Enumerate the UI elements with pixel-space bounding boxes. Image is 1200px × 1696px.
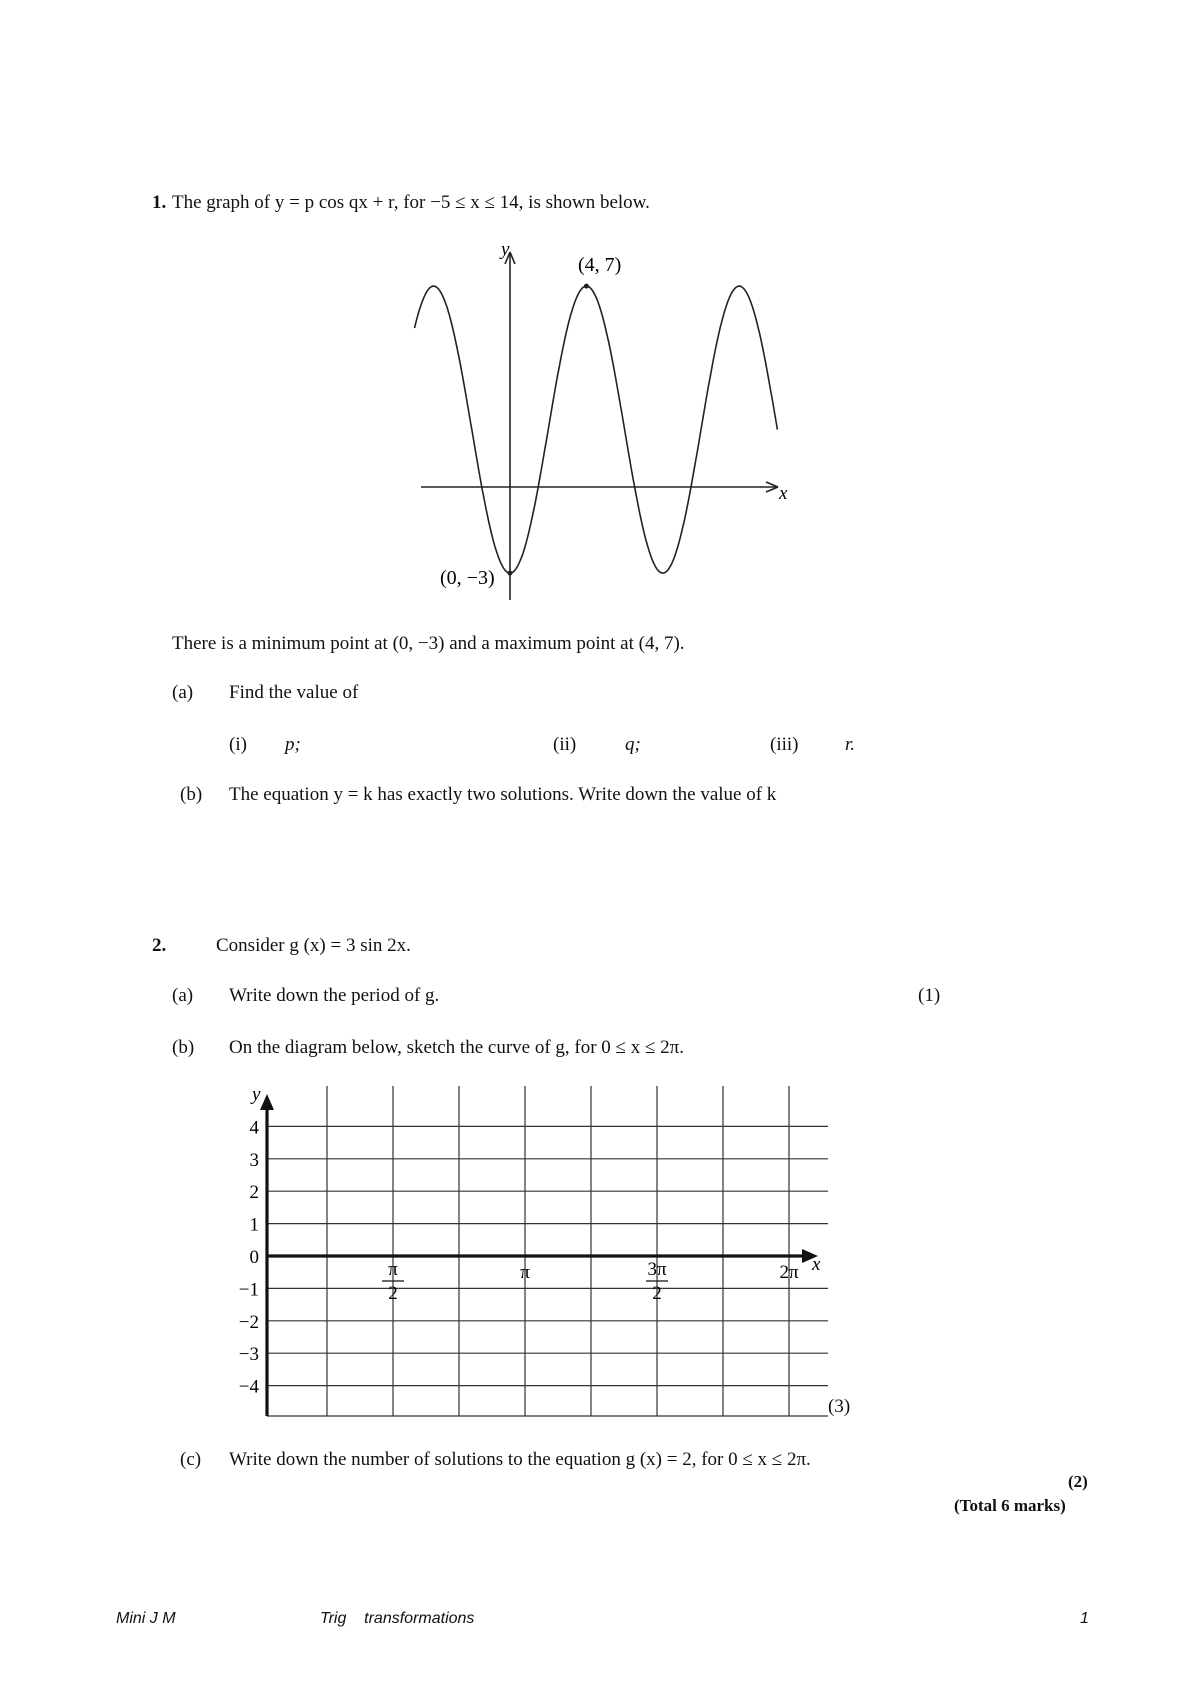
grid-y-tick-label: 4: [249, 1117, 259, 1139]
footer-topic: Trig transformations: [320, 1610, 475, 1627]
question-1-stem: The graph of y = p cos qx + r, for −5 ≤ x ≤ 14, is shown below.: [172, 192, 650, 213]
grid-y-tick-label: 1: [249, 1214, 259, 1236]
question-1a-iii-label: (iii): [770, 734, 799, 755]
grid-x-tick-denominator: 2: [652, 1283, 662, 1304]
grid-x-tick-denominator: 2: [388, 1283, 398, 1304]
question-1b-text: The equation y = k has exactly two solutions. Write down the value of k: [229, 784, 777, 805]
grid-y-tick-label: −1: [238, 1279, 259, 1301]
grid-y-tick-label: 2: [249, 1182, 259, 1204]
question-1a-iii-text: r.: [845, 734, 856, 755]
maximum-point-label: (4, 7): [578, 254, 622, 276]
footer-page-number: 1: [1080, 1610, 1089, 1627]
grid-x-tick-label: 2π: [779, 1262, 799, 1283]
question-1a-i-text: p;: [285, 734, 301, 755]
grid-x-axis-label: x: [812, 1254, 821, 1275]
grid-y-tick-label: 3: [249, 1149, 259, 1171]
x-axis-label: x: [779, 483, 788, 504]
question-number-1: 1.: [152, 192, 167, 213]
grid-x-tick-numerator: 3π: [647, 1259, 667, 1280]
grid-y-tick-label: −3: [238, 1344, 259, 1366]
question-2b-marks: (3): [828, 1396, 851, 1417]
question-2-stem: Consider g (x) = 3 sin 2x.: [216, 935, 411, 956]
grid-x-tick-label: π: [520, 1262, 530, 1283]
question-1a-ii-label: (ii): [553, 734, 577, 755]
question-number-2: 2.: [152, 935, 167, 956]
question-1a-label: (a): [172, 682, 194, 703]
minimum-point-label: (0, −3): [440, 567, 495, 589]
question-1a-ii-text: q;: [625, 734, 641, 755]
question-2b-label: (b): [172, 1037, 195, 1058]
grid-y-tick-label: 0: [249, 1247, 259, 1268]
question-2a-marks: (1): [918, 985, 941, 1006]
question-2a-text: Write down the period of g.: [229, 985, 440, 1006]
grid-x-tick-numerator: π: [388, 1259, 398, 1280]
grid-y-tick-label: −4: [238, 1376, 259, 1398]
question-2b-text: On the diagram below, sketch the curve of g, for 0 ≤ x ≤ 2π.: [229, 1037, 685, 1058]
question-1a-i-label: (i): [229, 734, 247, 755]
total-marks: (Total 6 marks): [954, 1496, 1066, 1515]
footer-author: Mini J M: [116, 1610, 176, 1627]
question-1a-text: Find the value of: [229, 682, 359, 703]
grid-y-axis-arrow: [260, 1094, 274, 1110]
question-2c-text: Write down the number of solutions to the equation g (x) = 2, for 0 ≤ x ≤ 2π.: [229, 1449, 811, 1470]
y-axis-label: y: [501, 239, 510, 260]
grid-y-tick-label: −2: [238, 1311, 259, 1333]
grid-y-axis-label: y: [252, 1084, 261, 1105]
question-2c-marks: (2): [1068, 1472, 1088, 1491]
question-2c-label: (c): [180, 1449, 202, 1470]
question-1-note: There is a minimum point at (0, −3) and a maximum point at (4, 7).: [172, 633, 685, 654]
question-2a-label: (a): [172, 985, 194, 1006]
question-1b-label: (b): [180, 784, 203, 805]
